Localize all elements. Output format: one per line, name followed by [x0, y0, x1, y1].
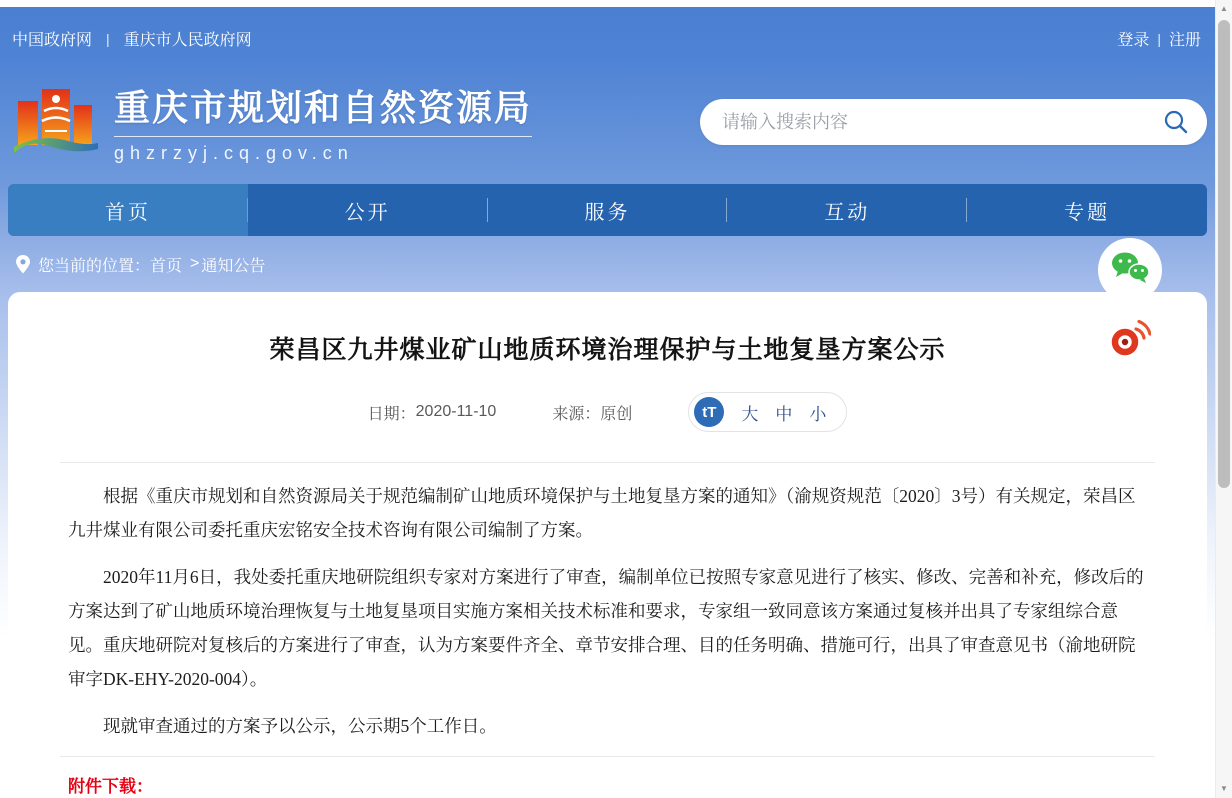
breadcrumb-separator: > — [190, 255, 200, 272]
location-pin-icon — [16, 255, 30, 274]
paragraph: 2020年11月6日，我处委托重庆地研院组织专家对方案进行了审查，编制单位已按照专家意见进行了核实、修改、完善和补充，修改后的方案达到了矿山地质环境治理恢复与土地复垦项目实施方案相关技术标准和要求，专家组一致同意该方案通过复核并出具了专家组综合意见。重庆地研院对复核后的方案进行了审查，认为方案要件齐全、章节安排合理、目的任务明确、措施可行，出具了审查意见书（渝地研院审字DK-EHY-2020-004）。 — [68, 567, 1144, 689]
breadcrumb — [0, 236, 1215, 292]
nav-item-services[interactable]: 服务 — [488, 184, 728, 236]
login-link[interactable]: 登录 — [1117, 32, 1150, 49]
article-meta — [8, 392, 1207, 432]
date-label: 日期： — [367, 405, 416, 423]
scrollbar-down-arrow[interactable]: ▼ — [1220, 784, 1228, 793]
site-name: 重庆市规划和自然资源局 — [114, 87, 533, 128]
paragraph: 根据《重庆市规划和自然资源局关于规范编制矿山地质环境保护与土地复垦方案的通知》（渝规资规范〔2020〕3号）有关规定，荣昌区九井煤业有限公司委托重庆宏铭安全技术咨询有限公司编制了方案。 — [68, 486, 1136, 540]
link-china-gov[interactable]: 中国政府网 — [12, 32, 93, 49]
breadcrumb-home[interactable]: 首页 — [150, 257, 183, 275]
search-box — [700, 99, 1207, 145]
scrollbar-thumb[interactable] — [1218, 20, 1230, 488]
top-white-strip — [0, 0, 1215, 7]
scrollbar-up-arrow[interactable]: ▲ — [1220, 4, 1228, 13]
breadcrumb-prefix: 您当前的位置： — [38, 257, 151, 275]
site-url: ghzrzyj.cq.gov.cn — [114, 136, 532, 164]
logo-text — [114, 80, 532, 164]
font-size-icon[interactable]: tT — [694, 397, 724, 427]
source-label: 来源： — [552, 405, 601, 423]
site-logo[interactable] — [12, 80, 532, 164]
link-separator: | — [106, 30, 110, 47]
account-links — [1117, 27, 1201, 50]
article-title: 荣昌区九井煤业矿山地质环境治理保护与土地复垦方案公示 — [269, 336, 946, 364]
site-header — [0, 60, 1215, 184]
article-card — [8, 292, 1207, 798]
attachment-divider — [60, 756, 1155, 757]
font-size-large-button[interactable]: 大 — [741, 404, 759, 424]
font-size-widget — [688, 392, 847, 432]
nav-item-home[interactable]: 首页 — [8, 184, 248, 236]
paragraph: 现就审查通过的方案予以公示，公示期5个工作日。 — [103, 716, 497, 736]
account-separator: | — [1157, 30, 1161, 47]
nav-item-public[interactable]: 公开 — [248, 184, 488, 236]
search-input[interactable] — [722, 112, 1163, 133]
link-chongqing-gov[interactable]: 重庆市人民政府网 — [123, 32, 252, 49]
main-nav — [8, 184, 1207, 236]
gov-links — [12, 27, 252, 50]
font-size-small-button[interactable]: 小 — [809, 404, 827, 424]
wechat-share-button[interactable] — [1098, 238, 1162, 302]
vertical-scrollbar[interactable] — [1215, 0, 1232, 798]
article-source — [552, 401, 632, 424]
attachment-download-label: 附件下载： — [68, 777, 153, 796]
weibo-share-button[interactable] — [1109, 318, 1151, 361]
nav-item-interaction[interactable]: 互动 — [727, 184, 967, 236]
bureau-logo-icon — [12, 81, 100, 164]
breadcrumb-current[interactable]: 通知公告 — [201, 257, 266, 275]
article-body — [68, 479, 1147, 743]
nav-item-topics[interactable]: 专题 — [1064, 201, 1111, 224]
top-bar — [0, 7, 1215, 60]
font-size-medium-button[interactable]: 中 — [775, 404, 793, 424]
date-value: 2020-11-10 — [415, 403, 497, 420]
weibo-icon — [1109, 343, 1151, 360]
meta-divider — [60, 462, 1155, 463]
search-icon[interactable] — [1163, 109, 1189, 135]
article-date — [368, 401, 497, 424]
source-value: 原创 — [600, 405, 633, 423]
register-link[interactable]: 注册 — [1168, 32, 1201, 49]
wechat-icon — [1110, 250, 1150, 291]
